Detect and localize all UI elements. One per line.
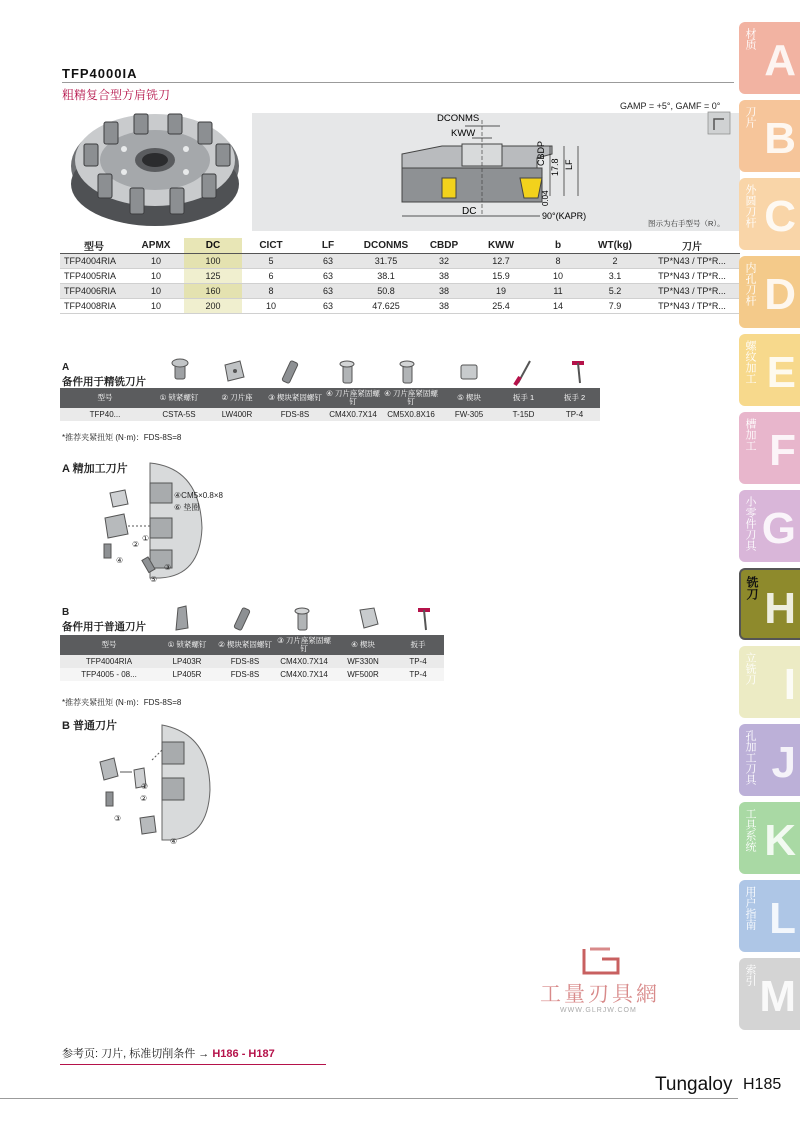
screwdriver-icon (515, 361, 530, 385)
tab-label: 螺纹加工 (744, 340, 756, 384)
tab-label: 索引 (744, 964, 756, 986)
cell: 32 (416, 254, 472, 269)
section-a-header (60, 388, 600, 408)
insert-seat-icon (225, 361, 244, 381)
callout-1: ① (142, 534, 150, 543)
wedge-screw-icon (282, 360, 299, 383)
cell: 10 (242, 299, 300, 314)
cell: 14 (530, 299, 586, 314)
cell: 10 (128, 254, 184, 269)
table-row (60, 408, 600, 421)
cell: LP405R (158, 668, 216, 681)
cell: TP*N43 / TP*R... (644, 299, 740, 314)
cell: 15.9 (472, 269, 530, 284)
cell: FDS-8S (266, 408, 324, 421)
chapter-tab-b[interactable] (739, 100, 800, 172)
cell: TFP4008RIA (60, 299, 128, 314)
tab-letter: I (783, 660, 796, 709)
callout-cm5-screw: ④CM5×0.8×8 (174, 491, 223, 500)
col: ④ 刀片座紧固螺钉 (382, 388, 440, 408)
section-b-torque-note: *推荐夹紧扭矩 (N·m)：FDS-8S=8 (62, 698, 182, 707)
col: ② 刀片座 (208, 388, 266, 408)
table-row (60, 269, 740, 284)
t-wrench-icon (572, 363, 584, 383)
col-cbdp: CBDP (416, 238, 472, 254)
cell: 10 (530, 269, 586, 284)
reference-page-link[interactable]: H186 - H187 (212, 1048, 275, 1060)
seat-screw-icon (295, 608, 309, 630)
tab-label: 小零件刀具 (744, 496, 756, 551)
tab-letter: M (759, 972, 796, 1021)
col-cict: CICT (242, 238, 300, 254)
chapter-tab-l[interactable] (739, 880, 800, 952)
callout-2: ② (132, 540, 140, 549)
col-dconms: DCONMS (356, 238, 416, 254)
tab-label: 孔加工刀具 (744, 730, 756, 785)
cell: TFP4004RIA (60, 254, 128, 269)
section-b-header (60, 635, 444, 655)
cell: TFP4005RIA (60, 269, 128, 284)
page-title: TFP4000IA (62, 66, 138, 81)
section-a-torque-note: *推荐夹紧扭矩 (N·m)：FDS-8S=8 (62, 433, 182, 442)
kww-label: KWW (451, 128, 476, 139)
cell: WF500R (334, 668, 392, 681)
cell: TFP40... (60, 408, 150, 421)
tab-letter: G (761, 504, 796, 553)
footer-divider (0, 1098, 738, 1099)
section-b-title: 备件用于普通刀片 (62, 621, 146, 633)
cell: 63 (300, 284, 356, 299)
col: ① 锁紧螺钉 (158, 635, 216, 655)
cell: 63 (300, 269, 356, 284)
cell: 25.4 (472, 299, 530, 314)
chapter-tab-i[interactable] (739, 646, 800, 718)
brand-name: Tungaloy (655, 1074, 733, 1095)
cell: 38.1 (356, 269, 416, 284)
spec-table (60, 238, 740, 314)
cell: T-15D (498, 408, 549, 421)
cell: TP-4 (392, 655, 444, 668)
cell: 100 (184, 254, 242, 269)
callout-b-3: ③ (114, 814, 122, 823)
cell: TP*N43 / TP*R... (644, 269, 740, 284)
tab-letter: C (764, 192, 796, 241)
cell: 38 (416, 299, 472, 314)
col-dc: DC (184, 238, 242, 254)
lf-label: LF (564, 159, 574, 170)
section-a-part-icons (60, 357, 600, 387)
cell: WF330N (334, 655, 392, 668)
wedge-screw-icon (234, 607, 251, 630)
col: 扳手 1 (498, 388, 549, 408)
col-model: 型号 (60, 238, 128, 254)
col: ① 锁紧螺钉 (150, 388, 208, 408)
chapter-tab-a[interactable] (739, 22, 800, 94)
dim-17-8-label: 17.8 (550, 158, 560, 176)
cell: TFP4006RIA (60, 284, 128, 299)
tab-letter: L (769, 894, 796, 943)
tab-label: 工具系统 (744, 808, 756, 852)
table-row (60, 299, 740, 314)
col-apmx: APMX (128, 238, 184, 254)
callout-5: ⑤ (150, 575, 158, 584)
lock-screw-icon (176, 606, 188, 630)
cell: 125 (184, 269, 242, 284)
cell: CM4X0.7X14 (324, 408, 382, 421)
section-a-assembly-diagram (90, 458, 220, 583)
cell: FW-305 (440, 408, 498, 421)
cell: 38 (416, 269, 472, 284)
section-a-title: 备件用于精铣刀片 (62, 376, 146, 388)
chapter-tab-m[interactable] (739, 958, 800, 1030)
col: ⑤ 楔块 (440, 388, 498, 408)
tab-letter: B (764, 114, 796, 163)
cell: 8 (242, 284, 300, 299)
page-number: H185 (743, 1076, 782, 1093)
callout-washer: ⑥ 垫圈 (174, 503, 200, 512)
table-row (60, 284, 740, 299)
cell: 160 (184, 284, 242, 299)
cell: TP*N43 / TP*R... (644, 284, 740, 299)
col-insert: 刀片 (644, 238, 740, 254)
callout-b-2: ② (140, 794, 148, 803)
cell: 8 (530, 254, 586, 269)
col: ③ 楔块紧固螺钉 (266, 388, 324, 408)
tab-label: 立铣刀 (744, 652, 756, 685)
chapter-tab-g[interactable] (739, 490, 800, 562)
wedge-icon (360, 608, 378, 628)
chapter-tab-c[interactable] (739, 178, 800, 250)
cell: CM4X0.7X14 (274, 655, 334, 668)
callout-3: ③ (164, 563, 172, 572)
tab-letter: A (764, 36, 796, 85)
chapter-tab-f[interactable] (739, 412, 800, 484)
watermark-url: WWW.GLRJW.COM (560, 1007, 637, 1014)
tab-label: 用户指南 (744, 886, 756, 930)
col: 型号 (60, 635, 158, 655)
page-subtitle: 粗精复合型方肩铣刀 (62, 88, 171, 102)
table-row (60, 254, 740, 269)
cell: TP-4 (392, 668, 444, 681)
cell: 5.2 (586, 284, 644, 299)
title-divider (62, 82, 734, 83)
chapter-tabs (739, 22, 800, 1036)
table-row (60, 668, 444, 681)
cell: 2 (586, 254, 644, 269)
cell: 38 (416, 284, 472, 299)
seat-screw-icon-2 (400, 361, 414, 383)
col: ④ 楔块 (334, 635, 392, 655)
cell: LW400R (208, 408, 266, 421)
lock-screw-icon (172, 359, 188, 379)
cbdp-label: CBDP (536, 140, 546, 166)
cell: 63 (300, 299, 356, 314)
cell: 19 (472, 284, 530, 299)
cell: 10 (128, 284, 184, 299)
tab-letter: J (771, 738, 796, 787)
section-b-part-icons (160, 604, 440, 634)
col-wt: WT(kg) (586, 238, 644, 254)
t-wrench-icon (418, 610, 430, 630)
reference-underline (60, 1064, 326, 1065)
chapter-tab-d[interactable] (739, 256, 800, 328)
cell: 10 (128, 299, 184, 314)
cell: 47.625 (356, 299, 416, 314)
tab-label: 外圆刀杆 (744, 184, 756, 228)
cell: 31.75 (356, 254, 416, 269)
cell: 7.9 (586, 299, 644, 314)
gamp-label: GAMP = +5°, GAMF = 0° (620, 101, 721, 111)
dim-0-04-label: 0.04 (541, 190, 550, 206)
cell: 63 (300, 254, 356, 269)
dc-label: DC (462, 206, 477, 217)
cell: CM4X0.7X14 (274, 668, 334, 681)
col: 扳手 2 (549, 388, 600, 408)
tab-letter: H (764, 584, 796, 633)
section-b-diagram-title: B 普通刀片 (62, 720, 117, 732)
cell: TP-4 (549, 408, 600, 421)
chapter-tab-e[interactable] (739, 334, 800, 406)
tab-label: 刀片 (744, 106, 756, 128)
tab-label: 材质 (744, 28, 756, 50)
seat-screw-icon-1 (340, 361, 354, 383)
section-b-assembly-diagram (92, 720, 217, 845)
chapter-tab-h[interactable] (739, 568, 800, 640)
cell: FDS-8S (216, 668, 274, 681)
face-mill-cutter-image (64, 104, 246, 234)
section-a-diagram-title: A 精加工刀片 (62, 463, 128, 475)
col-b: b (530, 238, 586, 254)
reference-pages (62, 1045, 275, 1061)
col: 扳手 (392, 635, 444, 655)
cell: 6 (242, 269, 300, 284)
cell: 5 (242, 254, 300, 269)
callout-b-1: ① (141, 782, 149, 791)
chapter-tab-k[interactable] (739, 802, 800, 874)
col: ④ 刀片座紧固螺钉 (324, 388, 382, 408)
section-b-letter: B (62, 607, 70, 618)
dimension-drawing (252, 106, 740, 231)
cell: FDS-8S (216, 655, 274, 668)
cell: LP403R (158, 655, 216, 668)
col: ③ 刀片座紧固螺钉 (274, 635, 334, 655)
cell: TP*N43 / TP*R... (644, 254, 740, 269)
cell: 50.8 (356, 284, 416, 299)
tab-letter: K (764, 816, 796, 865)
cell: CSTA-5S (150, 408, 208, 421)
cell: CM5X0.8X16 (382, 408, 440, 421)
watermark-text: 工量刃具網 (540, 982, 660, 1006)
tab-label: 铣刀 (745, 576, 759, 600)
wedge-icon (461, 365, 477, 379)
col: ② 楔块紧固螺钉 (216, 635, 274, 655)
section-b-table (60, 635, 444, 681)
tab-letter: D (764, 270, 796, 319)
table-row (60, 655, 444, 668)
col: 型号 (60, 388, 150, 408)
dconms-label: DCONMS (437, 113, 480, 124)
section-a-letter: A (62, 362, 70, 373)
watermark-logo-icon (578, 945, 624, 977)
callout-b-4: ④ (170, 837, 178, 846)
tab-letter: F (769, 426, 796, 475)
drawing-note: 图示为右手型号（R）。 (648, 219, 725, 228)
cell: 12.7 (472, 254, 530, 269)
cell: 10 (128, 269, 184, 284)
spec-table-header (60, 238, 740, 254)
chapter-tab-j[interactable] (739, 724, 800, 796)
reference-prefix: 参考页: 刀片, 标准切削条件 → (62, 1048, 210, 1060)
cell: 3.1 (586, 269, 644, 284)
col-kww: KWW (472, 238, 530, 254)
tab-label: 内孔刀杆 (744, 262, 756, 306)
cell: 200 (184, 299, 242, 314)
col-lf: LF (300, 238, 356, 254)
cell: 11 (530, 284, 586, 299)
callout-4: ④ (116, 556, 124, 565)
cell: TFP4004RIA (60, 655, 158, 668)
tab-label: 槽加工 (744, 418, 756, 451)
cell: TFP4005 - 08... (60, 668, 158, 681)
tab-letter: E (766, 348, 796, 397)
kapr-label: 90°(KAPR) (542, 211, 587, 221)
section-a-table (60, 388, 600, 421)
